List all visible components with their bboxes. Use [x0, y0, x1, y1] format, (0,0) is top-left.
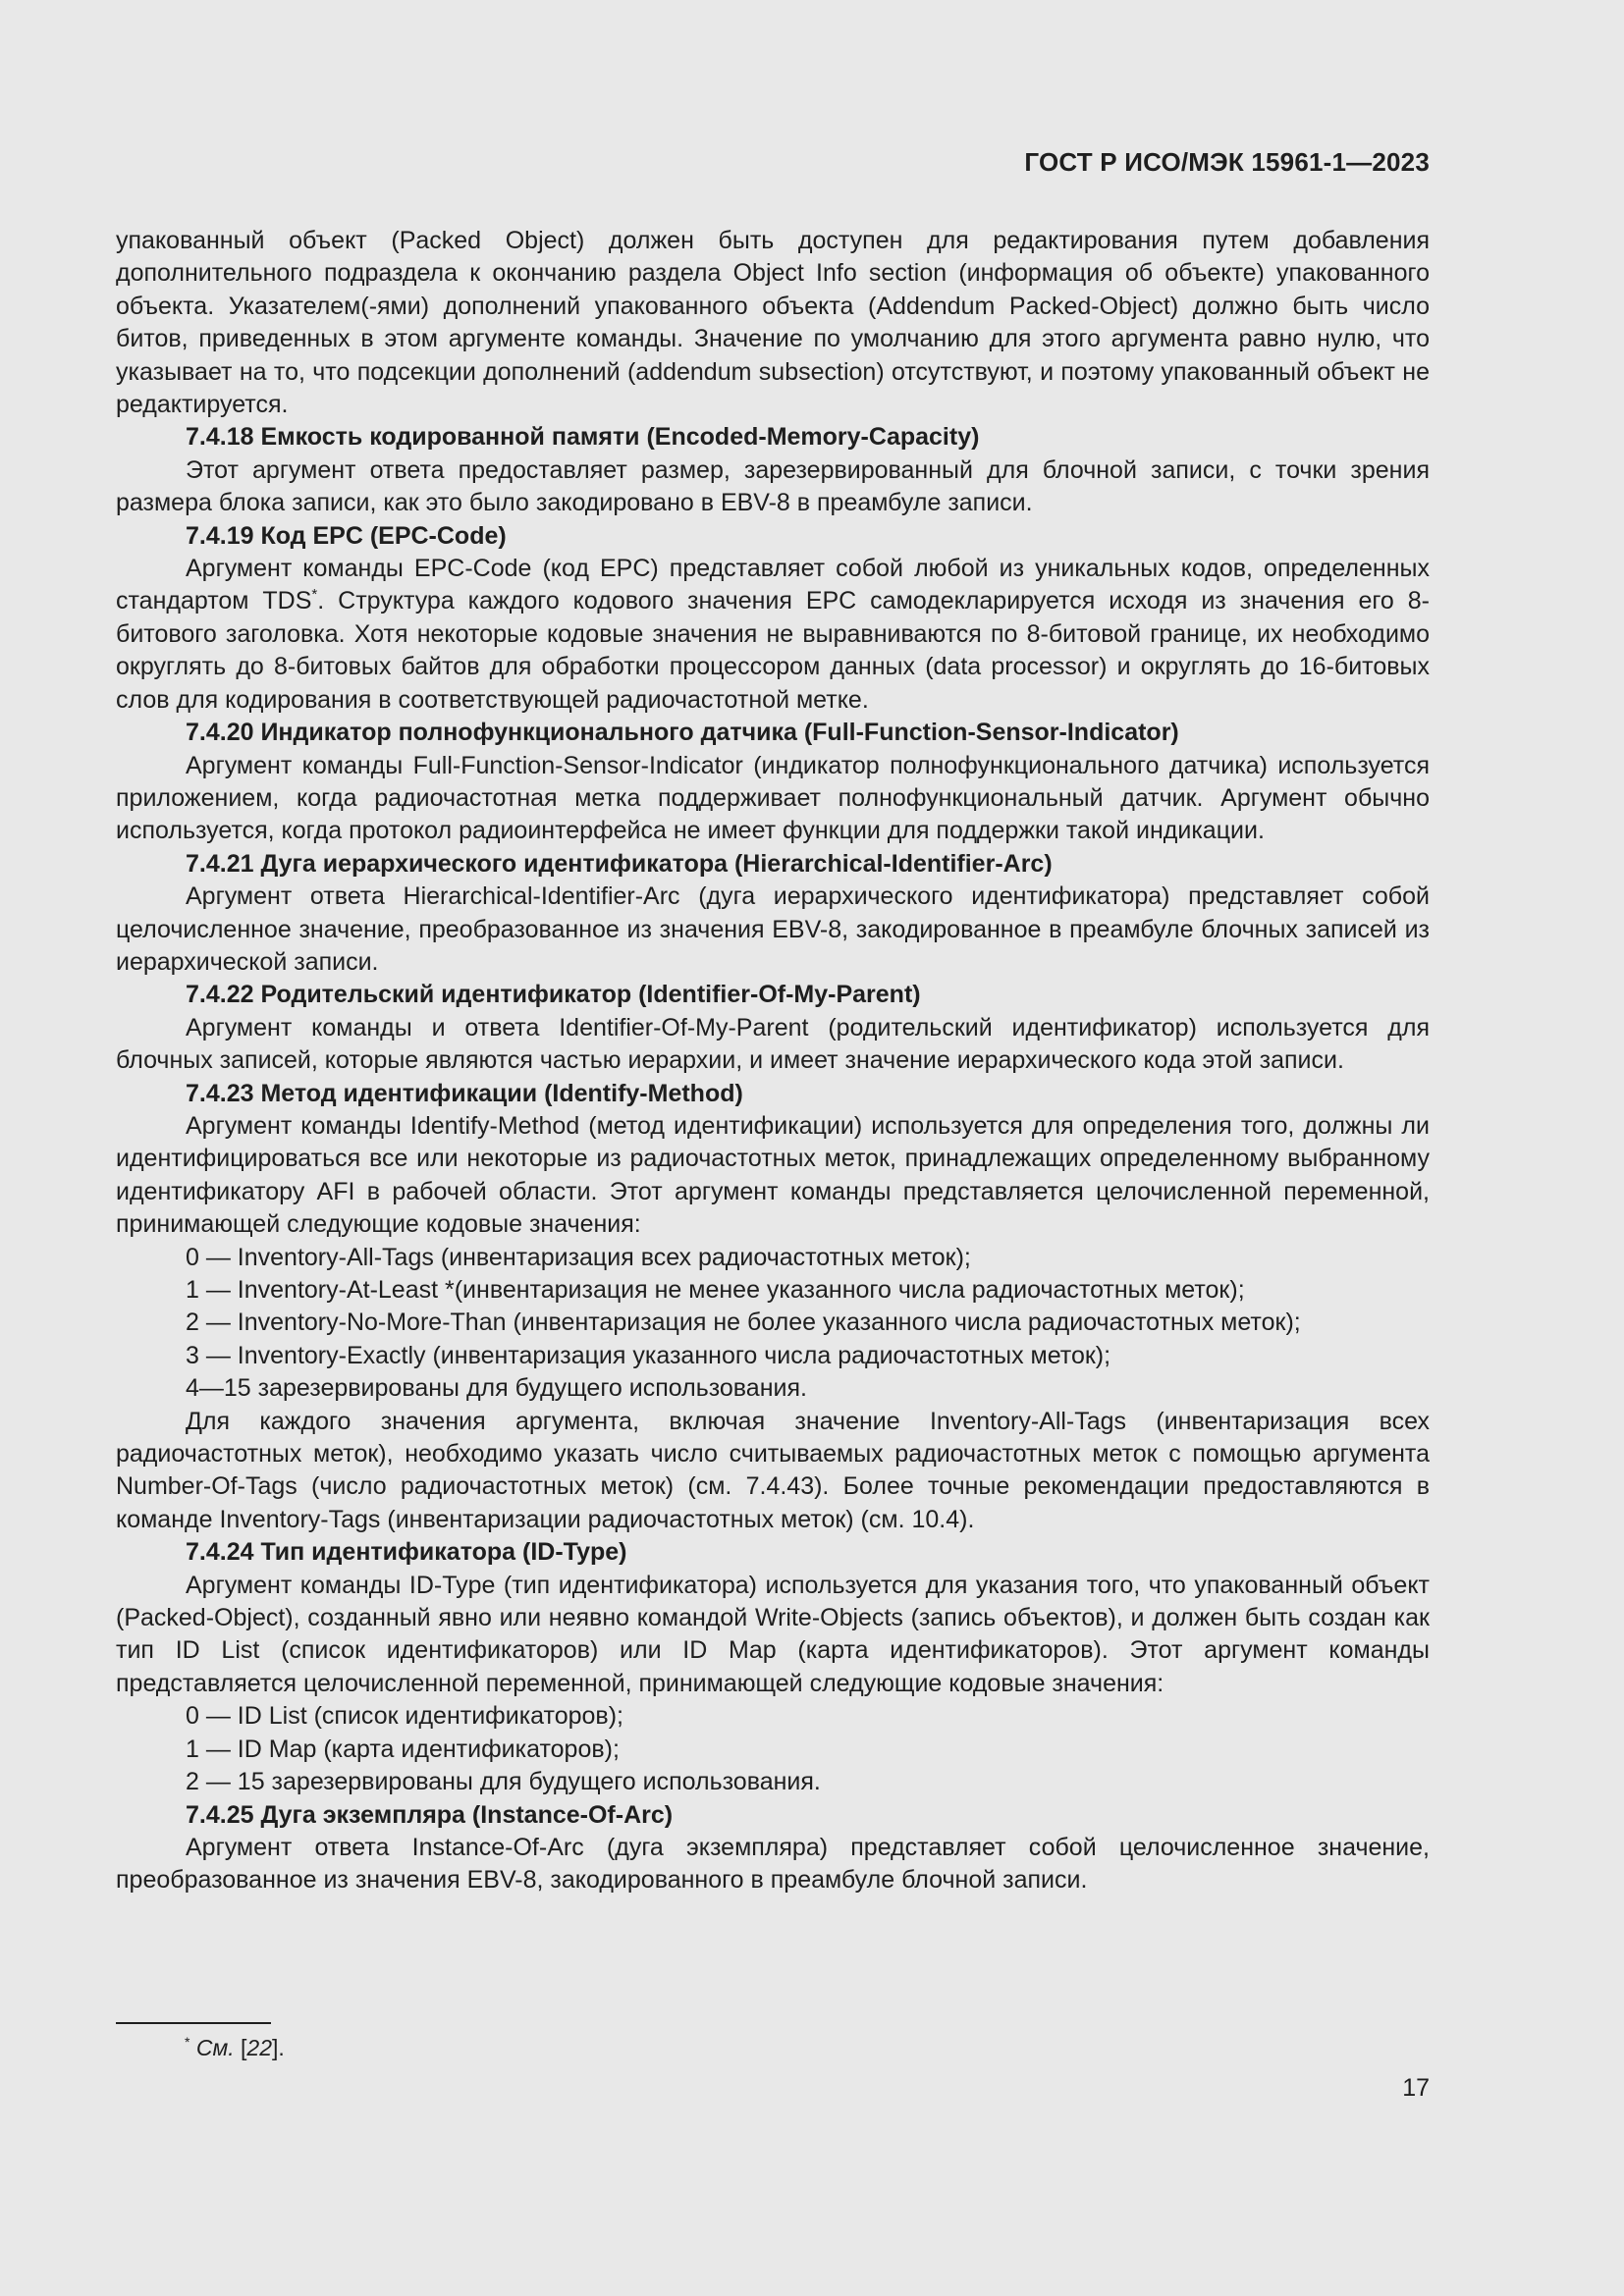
section-heading-7-4-25: 7.4.25 Дуга экземпляра (Instance-Of-Arc) — [186, 1800, 674, 1829]
list-item: 2 — 15 зарезервированы для будущего использования. — [186, 1768, 821, 1796]
page-body — [116, 225, 1430, 1897]
footnote-mark: * — [185, 2034, 190, 2050]
section-heading-7-4-19: 7.4.19 Код EPC (EPC-Code) — [186, 521, 507, 550]
footnote-ref-close: ]. — [272, 2035, 285, 2060]
intro-paragraph: упакованный объект (Packed Object) должен быть доступен для редактирования путем добавления дополнительного подраздела к окончанию раздела Object Info section (информация об объекте) упакованного объекта. Указателем(-ями) дополнений упакованного объекта (Addendum Packed-Object) должно быть число битов, приведенных в этом аргументе команды. Значение по умолчанию для этого аргумента равно нулю, что указывает на то, что подсекции дополнений (addendum subsection) отсутствуют, и поэтому упакованный объект не редактируется. — [116, 227, 1430, 419]
section-text-7-4-24: Аргумент команды ID-Type (тип идентификатора) используется для указания того, что упакованный объект (Packed-Object), созданный явно или неявно командой Write-Objects (запись объектов), и должен быть создан как тип ID List (список идентификаторов) или ID Map (карта идентификаторов). Этот аргумент команды представляется целочисленной переменной, принимающей следующие кодовые значения: — [116, 1571, 1430, 1697]
section-text-7-4-19-part-a: Аргумент команды EPC-Code (код EPC) представляет собой любой из уникальных кодов, определенных стандартом TDS — [116, 555, 1430, 615]
section-text-7-4-18: Этот аргумент ответа предоставляет размер, зарезервированный для блочной записи, с точки зрения размера блока записи, как это было закодировано в EBV-8 в преамбуле записи. — [116, 455, 1430, 517]
footnote-ref-open: [ — [241, 2035, 247, 2060]
section-heading-7-4-20: 7.4.20 Индикатор полнофункционального датчика (Full-Function-Sensor-Indicator) — [186, 719, 1179, 747]
section-heading-7-4-23: 7.4.23 Метод идентификации (Identify-Method) — [186, 1079, 743, 1107]
section-text-7-4-19 — [116, 553, 1430, 717]
section-text-7-4-21: Аргумент ответа Hierarchical-Identifier-Arc (дуга иерархического идентификатора) представляет собой целочисленное значение, преобразованное из значения EBV-8, закодированное в преамбуле блочных записей из иерархической записи. — [116, 882, 1430, 976]
footnote-see: См. — [195, 2035, 235, 2060]
section-text-7-4-23-after-list: Для каждого значения аргумента, включая значение Inventory-All-Tags (инвентаризация всех радиочастотных меток), необходимо указать число считываемых радиочастотных меток с помощью аргумента Number-Of-Tags (число радиочастотных меток) (см. 7.4.43). Более точные рекомендации предоставляются в команде Inventory-Tags (инвентаризации радиочастотных меток) (см. 10.4). — [116, 1407, 1430, 1533]
list-item: 0 — ID List (список идентификаторов); — [186, 1702, 623, 1731]
list-item: 1 — Inventory-At-Least *(инвентаризация не менее указанного числа радиочастотных меток); — [186, 1276, 1245, 1304]
list-item: 4—15 зарезервированы для будущего использования. — [186, 1374, 807, 1403]
section-text-7-4-19-part-b: . Структура каждого кодового значения EPC самодекларируется исходя из значения его 8-битового заголовка. Хотя некоторые кодовые значения не выравниваются по 8-битовой границе, их необходимо округлять до 8-битовых байтов для обработки процессором данных (data processor) и округлять до 16-битовых слов для кодирования в соответствующей радиочастотной метке. — [116, 587, 1430, 714]
list-item: 0 — Inventory-All-Tags (инвентаризация всех радиочастотных меток); — [186, 1243, 971, 1271]
document-header: ГОСТ Р ИСО/МЭК 15961-1—2023 — [1024, 147, 1430, 177]
section-heading-7-4-18: 7.4.18 Емкость кодированной памяти (Encoded-Memory-Capacity) — [186, 423, 980, 452]
section-heading-7-4-24: 7.4.24 Тип идентификатора (ID-Type) — [186, 1538, 627, 1567]
page-number: 17 — [1402, 2074, 1430, 2102]
section-heading-7-4-22: 7.4.22 Родительский идентификатор (Identifier-Of-My-Parent) — [186, 981, 921, 1009]
footnote — [185, 2033, 285, 2062]
section-text-7-4-25: Аргумент ответа Instance-Of-Arc (дуга экземпляра) представляет собой целочисленное значение, преобразованное из значения EBV-8, закодированного в преамбуле блочной записи. — [116, 1833, 1430, 1895]
list-item: 1 — ID Map (карта идентификаторов); — [186, 1735, 620, 1763]
list-item: 3 — Inventory-Exactly (инвентаризация указанного числа радиочастотных меток); — [186, 1341, 1111, 1369]
section-text-7-4-22: Аргумент команды и ответа Identifier-Of-My-Parent (родительский идентификатор) используется для блочных записей, которые являются частью иерархии, и имеет значение иерархического кода этой записи. — [116, 1013, 1430, 1075]
section-text-7-4-23: Аргумент команды Identify-Method (метод идентификации) используется для определения того, должны ли идентифицироваться все или некоторые из радиочастотных меток, принадлежащих определенному выбранному идентификатору AFI в рабочей области. Этот аргумент команды представляется целочисленной переменной, принимающей следующие кодовые значения: — [116, 1111, 1430, 1239]
footnote-reference: 22 — [246, 2035, 272, 2060]
footnote-divider — [116, 2022, 271, 2024]
section-heading-7-4-21: 7.4.21 Дуга иерархического идентификатора (Hierarchical-Identifier-Arc) — [186, 849, 1053, 878]
list-item: 2 — Inventory-No-More-Than (инвентаризация не более указанного числа радиочастотных меток); — [186, 1308, 1301, 1337]
footnote-reference-mark: * — [311, 586, 318, 604]
section-text-7-4-20: Аргумент команды Full-Function-Sensor-Indicator (индикатор полнофункционального датчика) используется приложением, когда радиочастотная метка поддерживает полнофункциональный датчик. Аргумент обычно используется, когда протокол радиоинтерфейса не имеет функции для поддержки такой индикации. — [116, 751, 1430, 845]
